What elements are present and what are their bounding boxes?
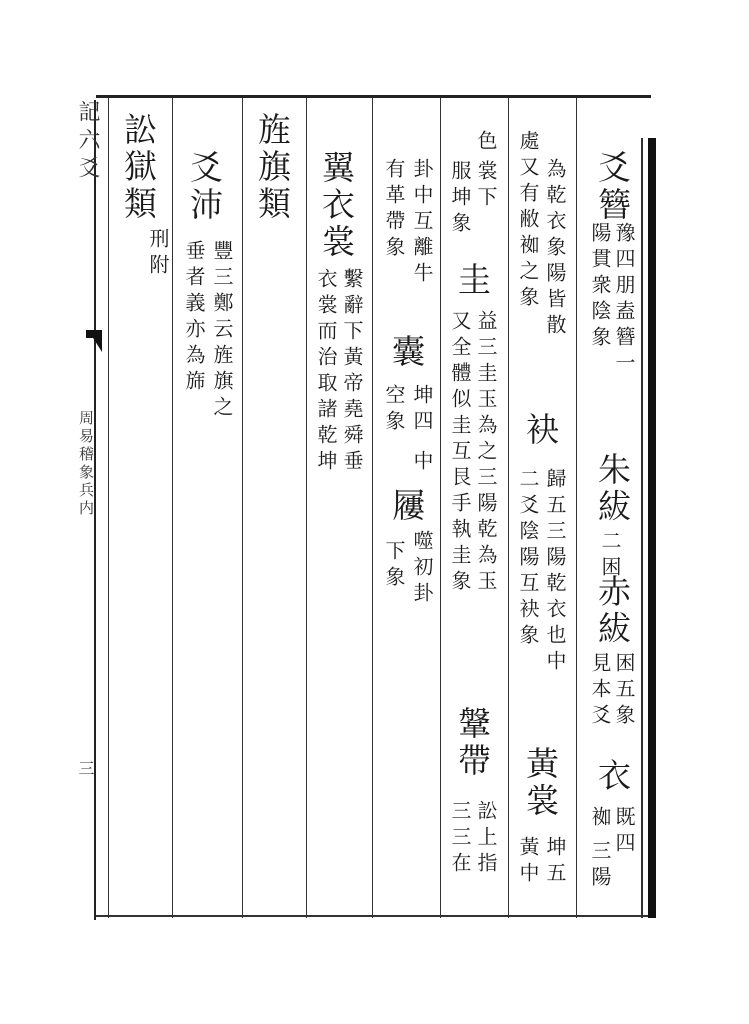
entry-note: 象 <box>612 704 636 730</box>
frame-right-inner-border <box>641 138 643 918</box>
entry-note: 二爻陰陽互袂象 <box>516 468 540 650</box>
column-rule <box>172 98 173 918</box>
column-rule <box>108 98 109 918</box>
entry-note: 陽貫衆陰象 <box>588 222 612 352</box>
entry-heading: 黃裳 <box>521 746 560 820</box>
entry-note: 坤五 <box>543 836 567 888</box>
entry-heading: 爻簪 <box>593 150 632 224</box>
entry-note: 歸五三陽乾衣也中 <box>543 468 567 676</box>
entry-note: 衣裳而治取諸乾坤 <box>314 268 338 476</box>
section-note: 刑附 <box>146 228 170 280</box>
entry-note: 三三在 <box>448 800 472 878</box>
entry-heading: 翼衣裳 <box>317 150 356 261</box>
entry-heading: 爻沛 <box>185 150 224 224</box>
entry-note: 下象 <box>382 540 406 592</box>
entry-note: 訟上指 <box>474 800 498 878</box>
entry-note: 二困 <box>598 530 622 582</box>
fish-tail-mark-lower <box>88 330 102 352</box>
entry-note: 又全體似圭互艮手執圭象 <box>448 310 472 596</box>
frame-right-border <box>648 138 656 918</box>
entry-heading: 朱紱 <box>593 452 632 526</box>
entry-note: 為乾衣象陽皆散 <box>543 158 567 340</box>
entry-heading: 圭 <box>453 262 492 299</box>
entry-note: 垂者義亦為旆 <box>182 240 206 396</box>
entry-heading: 屨 <box>387 488 426 525</box>
column-rule <box>372 98 373 918</box>
book-title: 周易稽象兵内 <box>77 410 95 518</box>
column-rule <box>508 98 509 918</box>
column-rule <box>576 98 577 918</box>
page-number: 三 <box>76 760 95 776</box>
entry-note: 噬初卦 <box>410 530 434 608</box>
column-rule <box>306 98 307 918</box>
frame-bottom-border <box>96 915 651 917</box>
entry-note: 袽 <box>588 806 612 832</box>
entry-heading: 赤紱 <box>593 574 632 648</box>
frame-top-border <box>96 95 651 98</box>
entry-note: 中 <box>410 450 434 476</box>
entry-note: 處又有敝袽之象 <box>516 130 540 312</box>
entry-note: 豫四朋盍簪一 <box>612 222 636 378</box>
entry-heading: 袂 <box>521 412 560 449</box>
entry-note: 服坤象 <box>448 160 472 238</box>
entry-note: 裳下 <box>474 160 498 212</box>
entry-note: 三陽 <box>588 840 612 892</box>
entry-note: 空象 <box>382 384 406 436</box>
entry-note: 坤四 <box>410 384 434 436</box>
section-heading: 訟獄類 <box>119 112 158 223</box>
entry-note: 見本爻 <box>588 652 612 730</box>
column-rule <box>242 98 243 918</box>
entry-note: 卦中互離牛 <box>410 158 434 288</box>
entry-note: 黃中 <box>516 836 540 888</box>
margin-header-text: 記六爻 <box>75 100 100 184</box>
entry-note: 豐三鄭云旌旗之 <box>210 240 234 422</box>
entry-heading: 衣 <box>593 758 632 795</box>
entry-note: 繫辭下黃帝堯舜垂 <box>340 268 364 476</box>
entry-note: 有革帶象 <box>382 158 406 262</box>
entry-note: 困五 <box>612 652 636 704</box>
entry-heading: 鞶帶 <box>453 706 492 780</box>
entry-note: 既四 <box>612 806 636 858</box>
entry-note: 益三圭玉為之三陽乾為玉 <box>474 310 498 596</box>
entry-heading: 囊 <box>387 334 426 371</box>
section-heading: 旌旗類 <box>253 112 292 223</box>
column-rule <box>440 98 441 918</box>
entry-note: 色 <box>474 130 498 156</box>
